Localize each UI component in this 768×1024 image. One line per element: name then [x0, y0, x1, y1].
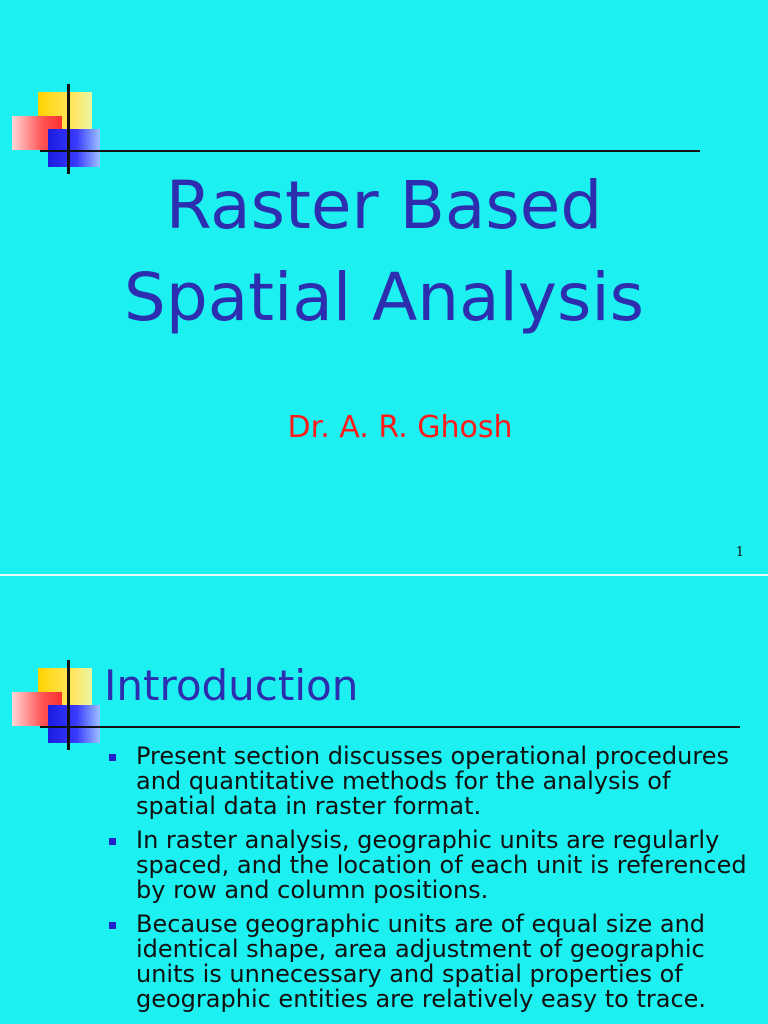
- list-item: [104, 912, 754, 1012]
- square-bullet-icon: [109, 754, 116, 761]
- author-name: Dr. A. R. Ghosh: [287, 410, 513, 445]
- decorative-squares-logo: [4, 660, 94, 750]
- title-rule-line: [40, 726, 740, 728]
- page-number: 1: [735, 545, 744, 560]
- title-line-1: Raster Based: [165, 167, 603, 244]
- vertical-line: [67, 660, 70, 750]
- slide-title: [0, 160, 768, 344]
- square-bullet-icon: [109, 838, 116, 845]
- square-bullet-icon: [109, 922, 116, 929]
- bullet-text: Present section discusses operational procedures and quantitative methods for the analysis of spatial data in raster format.: [136, 742, 729, 820]
- list-item: [104, 828, 754, 903]
- list-item: [104, 744, 754, 819]
- slide-2: [0, 576, 768, 1024]
- bullet-list: [104, 744, 754, 1021]
- blue-square-shape: [48, 705, 100, 743]
- title-rule-line: [40, 150, 700, 152]
- bullet-text: Because geographic units are of equal size and identical shape, area adjustment of geographic units is unnecessary and spatial properties of geographic entities are relatively easy to trace.: [136, 910, 707, 1013]
- section-title: Introduction: [104, 661, 359, 710]
- bullet-text: In raster analysis, geographic units are regularly spaced, and the location of each unit is referenced by row and column positions.: [136, 826, 747, 904]
- title-line-2: Spatial Analysis: [123, 259, 645, 336]
